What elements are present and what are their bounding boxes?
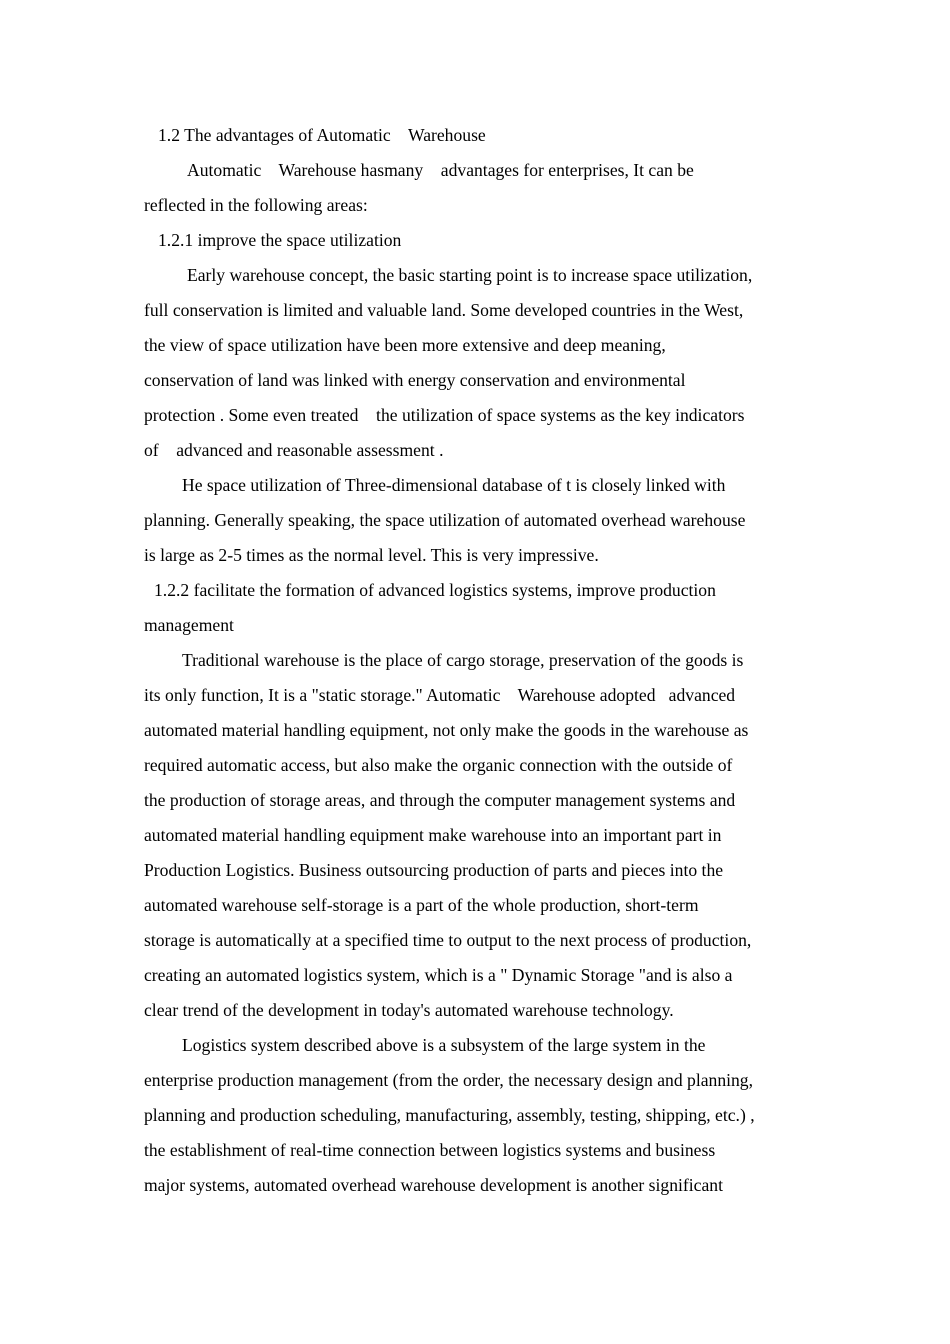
text-line: conservation of land was linked with energy conservation and environmental xyxy=(144,370,686,390)
text-line: 1.2.2 facilitate the formation of advanced logistics systems, improve production xyxy=(154,580,716,600)
text-line: creating an automated logistics system, which is a " Dynamic Storage "and is also a xyxy=(144,965,733,985)
text-line: planning. Generally speaking, the space utilization of automated overhead warehouse xyxy=(144,510,746,530)
text-line: enterprise production management (from the order, the necessary design and planning, xyxy=(144,1070,754,1090)
subsection-heading-1-2-1: 1.2.1 improve the space utilization xyxy=(158,230,402,250)
text-line: of advanced and reasonable assessment . xyxy=(144,440,444,460)
text-line: the establishment of real-time connection between logistics systems and business xyxy=(144,1140,716,1160)
text-line: automated material handling equipment, not only make the goods in the warehouse as xyxy=(144,720,749,740)
text-line: required automatic access, but also make the organic connection with the outside of xyxy=(144,755,733,775)
text-line: Automatic Warehouse hasmany advantages for enterprises, It can be xyxy=(187,160,694,180)
text-line: planning and production scheduling, manufacturing, assembly, testing, shipping, etc.) , xyxy=(144,1105,755,1125)
text-line: Traditional warehouse is the place of cargo storage, preservation of the goods is xyxy=(182,650,744,670)
text-line: He space utilization of Three-dimensional database of t is closely linked with xyxy=(182,475,726,495)
text-line: major systems, automated overhead warehouse development is another significant xyxy=(144,1175,723,1195)
text-line: automated material handling equipment make warehouse into an important part in xyxy=(144,825,722,845)
text-line: protection . Some even treated the utilization of space systems as the key indicators xyxy=(144,405,745,425)
text-line: the production of storage areas, and through the computer management systems and xyxy=(144,790,736,810)
text-line: is large as 2-5 times as the normal level. This is very impressive. xyxy=(144,545,599,565)
text-line: automated warehouse self-storage is a part of the whole production, short-term xyxy=(144,895,699,915)
text-line: its only function, It is a "static storage." Automatic Warehouse adopted advanced xyxy=(144,685,736,705)
text-line: storage is automatically at a specified time to output to the next process of production, xyxy=(144,930,752,950)
text-line: Early warehouse concept, the basic starting point is to increase space utilization, xyxy=(187,265,753,285)
text-line: management xyxy=(144,615,234,635)
text-line: Production Logistics. Business outsourcing production of parts and pieces into the xyxy=(144,860,724,880)
text-line: Logistics system described above is a subsystem of the large system in the xyxy=(182,1035,706,1055)
text-line: the view of space utilization have been more extensive and deep meaning, xyxy=(144,335,666,355)
text-line: reflected in the following areas: xyxy=(144,195,368,215)
section-heading: 1.2 The advantages of Automatic Warehouse xyxy=(158,125,486,145)
text-line: clear trend of the development in today's automated warehouse technology. xyxy=(144,1000,674,1020)
text-line: full conservation is limited and valuable land. Some developed countries in the West, xyxy=(144,300,744,320)
